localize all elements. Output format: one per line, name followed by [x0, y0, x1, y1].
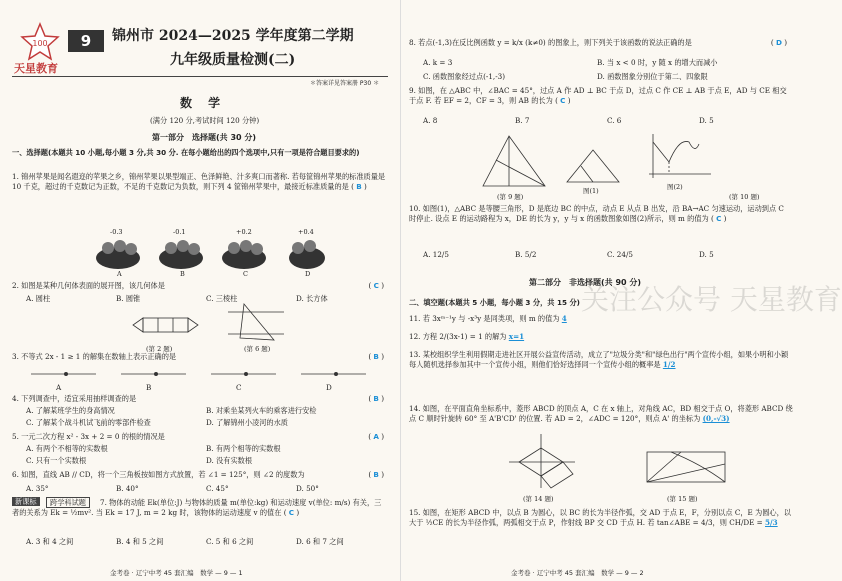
question-2-text: 2. 如图是某种几何体表面的展开图，该几何体是 — [12, 281, 165, 290]
option-a: A. 了解某班学生的身高情况 — [26, 406, 115, 415]
option-a: A. k = 3 — [423, 58, 453, 67]
option-d: D. 5 — [699, 250, 714, 259]
exam-subtitle: 九年级质量检测(二) — [170, 52, 296, 68]
q9-options — [423, 116, 793, 125]
answer-9: C — [560, 96, 566, 106]
option-b: B. 对乘坐某列火车的乘客进行安检 — [206, 406, 317, 415]
basket-label: -0.1 — [173, 228, 186, 236]
basket-label: +0.2 — [236, 228, 252, 236]
exam-title: 锦州市 2024—2025 学年度第二学期 — [112, 28, 354, 44]
question-6: 6. 如图，直线 AB // CD，将一个三角板按如图方式放置，若 ∠1 = 125°，则 ∠2 的度数为 ( B ) — [12, 470, 384, 479]
new-curriculum-badge: 新课标 — [12, 497, 40, 506]
question-9: 9. 如图，在 △ABC 中，∠BAC = 45°，过点 A 作 AD ⊥ BC 于点 D，过点 C 作 CE ⊥ AB 于点 E，AD 与 CE 相交于点 F. 若 EF = 2，CF = 3，则 AB 的长为 ( C ) — [409, 86, 787, 106]
answer-10: C — [716, 214, 722, 224]
page-footer: 金考卷 · 辽宁中考 45 套汇编 数学 — 9 — 2 — [511, 569, 644, 577]
section1-title: 一、选择题(本题共 10 小题,每小题 3 分,共 30 分. 在每小题给出的四个选项中,只有一项是符合题目要求的) — [12, 148, 360, 157]
question-12-text: 12. 方程 2/(3x-1) = 1 的解为 — [409, 332, 507, 341]
option-b: B. 5/2 — [515, 250, 537, 259]
figure-caption: (第 15 题) — [667, 495, 698, 503]
option-d: D — [326, 383, 332, 392]
question-10: 10. 如图(1)，△ABC 是等腰三角形，D 是底边 BC 的中点，动点 E 从点 B 出发，沿 BA→AC 匀速运动，运动到点 C 时停止. 设点 E 的运动路程为 x，DE 的长为 y，y 与 x 的函数图象如图(2)所示，则 m 的值为 ( C ) — [409, 204, 784, 224]
q10-options — [423, 250, 793, 259]
question-7-text: 7. 物体的动能 Ek(单位:J) 与物体的质量 m(单位:kg) 和运动速度 v(单位: m/s) 有关，三者的关系为 Ek = ½mv². 当 Ek = 17 J, m = 2 kg 时，该物体的运动速度 v 的值在 — [12, 498, 382, 518]
question-3: 3. 不等式 2x - 1 ≥ 1 的解集在数轴上表示正确的是 ( B ) — [12, 352, 384, 361]
question-13-text: 13. 某校组织学生利用假期走进社区开展公益宣传活动，成立了"垃圾分类"和"绿色出行"两个宣传小组，如果小明和小颖每人随机选择参加其中一个宣传小组，则他们恰好选择同一个宣传小组的概率是 — [409, 350, 789, 370]
left-page — [0, 0, 400, 581]
basket-label: -0.3 — [110, 228, 123, 236]
option-b: B. 有两个相等的实数根 — [206, 444, 281, 453]
right-page — [400, 0, 842, 581]
apple-basket-icons — [95, 236, 325, 270]
figure-caption: (第 2 题) — [146, 345, 173, 353]
option-b: B. 圆锥 — [116, 294, 141, 303]
logo-badge: 100 — [32, 39, 48, 48]
answer-6: B — [373, 470, 379, 479]
question-3-text: 3. 不等式 2x - 1 ≥ 1 的解集在数轴上表示正确的是 — [12, 352, 177, 361]
answer-4: B — [373, 394, 379, 403]
question-14-text: 14. 如图，在平面直角坐标系中，菱形 ABCD 的顶点 A，C 在 x 轴上，对角线 AC，BD 相交于点 O，将菱形 ABCD 绕点 C 顺时针旋转 60° 至 A'B'CD' 的位置. 若 AD = 2，∠ADC = 120°，则点 A' 的坐标为 — [409, 404, 793, 424]
option-a: A. 3 和 4 之间 — [26, 537, 74, 546]
answer-8: D — [775, 38, 782, 47]
triangle-abc-figure — [479, 132, 549, 192]
option-d: D. 50° — [296, 484, 319, 493]
answer-15: 5/3 — [765, 518, 778, 528]
page-footer: 金考卷 · 辽宁中考 45 套汇编 数学 — 9 — 1 — [110, 569, 243, 577]
option-d: D. 了解锦州小凌河的水质 — [206, 418, 288, 427]
answer-14: (0,-√3) — [702, 414, 730, 424]
part2-title: 第二部分 非选择题(共 90 分) — [529, 278, 642, 287]
question-5-text: 5. 一元二次方程 x² - 3x + 2 = 0 的根的情况是 — [12, 432, 165, 441]
option-d: D. 没有实数根 — [206, 456, 253, 465]
option-b: B. 4 和 5 之间 — [116, 537, 164, 546]
question-5: 5. 一元二次方程 x² - 3x + 2 = 0 的根的情况是 ( A ) — [12, 432, 384, 441]
answer-12: x=1 — [508, 332, 525, 341]
option-d: D. 长方体 — [296, 294, 328, 303]
question-1-text: 1. 锦州苹果是闻名遐迩的苹果之乡，锦州苹果以果型端正、色泽鲜艳、汁多爽口而著称. 若每筐锦州苹果的标准质量是 10 千克，超过的千克数记为正数，不足的千克数记为负数，则下列 4 筐锦州苹果中，最接近标准质量的是 — [12, 172, 386, 192]
figure-caption: 图(2) — [667, 183, 683, 191]
figure-caption: (第 9 题) — [497, 193, 524, 201]
figure-caption: (第 14 题) — [523, 495, 554, 503]
question-8: 8. 若点(-1,3)在反比例函数 y = k/x (k≠0) 的图象上，则下列关于该函数的说法正确的是 ( D ) — [409, 38, 787, 47]
question-7: 7. 物体的动能 Ek(单位:J) 与物体的质量 m(单位:kg) 和运动速度 v(单位: m/s) 有关，三者的关系为 Ek = ½mv². 当 Ek = 17 J, m = 2 kg 时，该物体的运动速度 v 的值在 ( C ) — [12, 498, 382, 518]
question-8-text: 8. 若点(-1,3)在反比例函数 y = k/x (k≠0) 的图象上，则下列关于该函数的说法正确的是 — [409, 38, 692, 47]
option-b: B. 40° — [116, 484, 139, 493]
basket-label: +0.4 — [298, 228, 314, 236]
option-b: B — [180, 270, 185, 278]
answer-13: 1/2 — [662, 360, 676, 370]
rectangle-figure — [641, 446, 731, 486]
question-15 — [409, 508, 793, 529]
option-d: D. 函数图象分别位于第二、四象限 — [597, 72, 708, 81]
option-c: C. 函数图象经过点(-1,-3) — [423, 72, 506, 81]
question-2: 2. 如图是某种几何体表面的展开图，该几何体是 ( C ) — [12, 281, 384, 290]
option-c: C — [243, 270, 248, 278]
answer-note: ＊答案详见答案册 P30 ＊ — [310, 80, 380, 87]
option-a: A. 有两个不相等的实数根 — [26, 444, 108, 453]
option-d: D. 5 — [699, 116, 714, 125]
section2-title: 二、填空题(本题共 5 小题，每小题 3 分，共 15 分) — [409, 298, 580, 307]
q2-options — [26, 294, 386, 304]
question-14 — [409, 404, 793, 425]
subject-title: 数 学 — [180, 96, 227, 110]
cross-subject-badge: 跨学科试题 — [46, 497, 90, 508]
option-c: C. 45° — [206, 484, 229, 493]
option-b: B. 当 x < 0 时，y 随 x 的增大而减小 — [597, 58, 718, 67]
option-a: A — [56, 383, 62, 392]
answer-2: C — [373, 281, 379, 290]
part1-title: 第一部分 选择题(共 30 分) — [152, 133, 257, 142]
q6-options — [26, 484, 386, 493]
figure-caption: 图(1) — [583, 187, 599, 195]
option-c: C. 了解某个战斗机试飞前的零部件检查 — [26, 418, 151, 427]
q7-options — [26, 537, 386, 547]
option-c: C. 24/5 — [607, 250, 633, 259]
option-c: C — [236, 383, 242, 392]
rhombus-figure — [507, 432, 577, 490]
question-15-text: 15. 如图，在矩形 ABCD 中，以点 B 为圆心，以 BC 的长为半径作弧，交 AD 于点 E，F，分别以点 C，E 为圆心，以大于 ½CE 的长为半径作弧，两弧相交于点 P，作射线 BP 交 CD 于点 H. 若 tan∠ABE = 4/3，则 CH/DE = — [409, 508, 791, 528]
exam-info: (满分 120 分,考试时间 120 分钟) — [150, 116, 260, 125]
answer-11: 4 — [561, 314, 567, 323]
figure-caption: (第 6 题) — [244, 345, 271, 353]
option-c: C. 三棱柱 — [206, 294, 238, 303]
question-11-text: 11. 若 3xᵐ⁻¹y 与 -x³y 是同类项，则 m 的值为 — [409, 314, 560, 323]
option-b: B — [146, 383, 152, 392]
option-a: A. 35° — [26, 484, 49, 493]
function-graph-figure — [643, 132, 713, 180]
option-a: A. 12/5 — [423, 250, 449, 259]
option-c: C. 只有一个实数根 — [26, 456, 87, 465]
figure-caption: (第 10 题) — [729, 193, 760, 201]
option-b: B. 7 — [515, 116, 530, 125]
question-4-text: 4. 下列调查中，适宜采用抽样调查的是 — [12, 394, 137, 403]
question-12 — [409, 332, 793, 342]
number-lines — [26, 366, 386, 384]
option-c: C. 6 — [607, 116, 622, 125]
star-logo-icon — [20, 22, 60, 62]
answer-1: B — [356, 182, 362, 192]
option-a: A. 圆柱 — [26, 294, 51, 303]
logo-text: 天星教育 — [14, 62, 58, 75]
question-10-text: 10. 如图(1)，△ABC 是等腰三角形，D 是底边 BC 的中点，动点 E 从点 B 出发，沿 BA→AC 匀速运动，运动到点 C 时停止. 设点 E 的运动路程为 x，DE 的长为 y，y 与 x 的函数图象如图(2)所示，则 m 的值为 — [409, 204, 784, 224]
isosceles-figure — [563, 146, 623, 186]
parallel-lines-figure — [226, 300, 286, 344]
answer-3: B — [373, 352, 379, 361]
question-1: 1. 锦州苹果是闻名遐迩的苹果之乡，锦州苹果以果型端正、色泽鲜艳、汁多爽口而著称. 若每筐锦州苹果的标准质量是 10 千克，超过的千克数记为正数，不足的千克数记为负数，则下列 4 筐锦州苹果中，最接近标准质量的是 ( B ) — [12, 172, 386, 192]
q3-options — [56, 383, 416, 392]
option-c: C. 5 和 6 之间 — [206, 537, 254, 546]
option-a: A — [117, 270, 122, 278]
question-4: 4. 下列调查中，适宜采用抽样调查的是 ( B ) — [12, 394, 384, 403]
net-figure — [128, 306, 208, 344]
question-13 — [409, 350, 793, 371]
answer-7: C — [288, 508, 295, 518]
question-9-text: 9. 如图，在 △ABC 中，∠BAC = 45°，过点 A 作 AD ⊥ BC 于点 D，过点 C 作 CE ⊥ AB 于点 E，AD 与 CE 相交于点 F. 若 EF = 2，CF = 3，则 AB 的长为 — [409, 86, 787, 106]
paper-number: 9 — [68, 30, 104, 52]
question-6-text: 6. 如图，直线 AB // CD，将一个三角板按如图方式放置，若 ∠1 = 125°，则 ∠2 的度数为 — [12, 470, 305, 479]
question-11 — [409, 314, 793, 324]
answer-5: A — [373, 432, 379, 441]
option-a: A. 8 — [423, 116, 438, 125]
option-d: D. 6 和 7 之间 — [296, 537, 344, 546]
watermark: 关注公众号 天星教育 — [581, 283, 842, 316]
option-d: D — [305, 270, 311, 278]
